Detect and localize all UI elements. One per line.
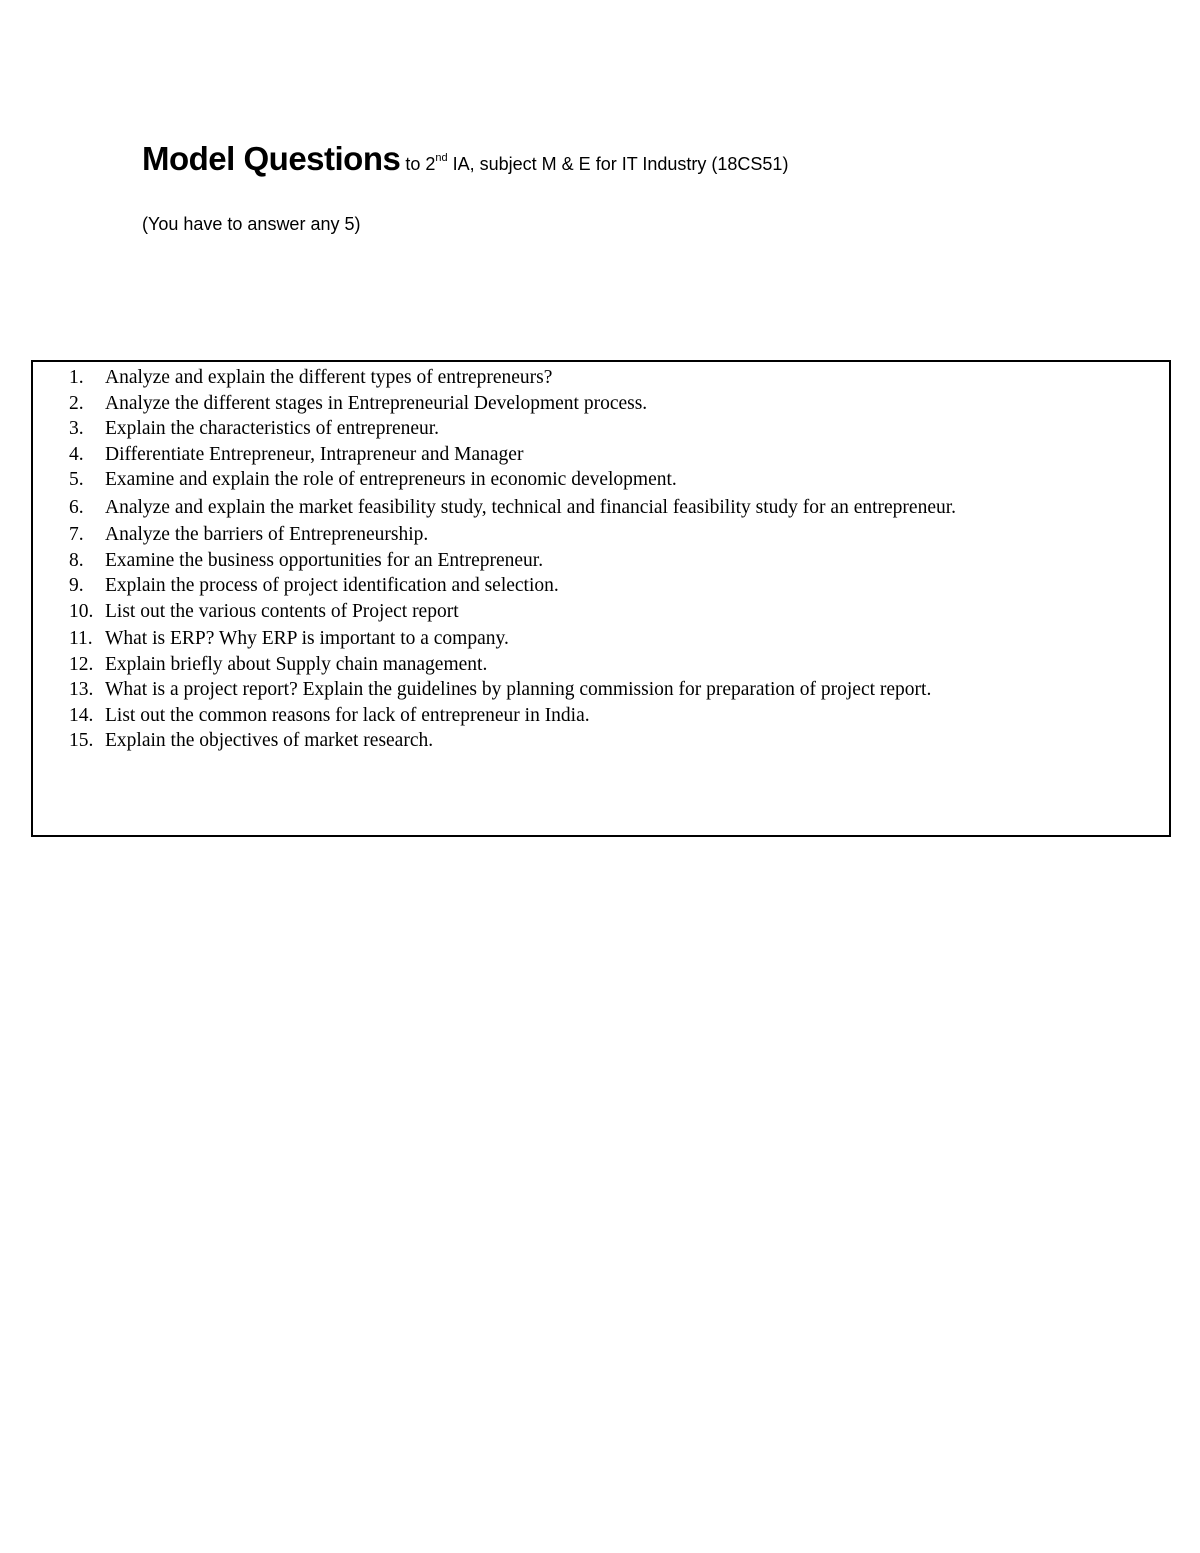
- instruction-text: (You have to answer any 5): [142, 214, 361, 234]
- question-item: [69, 728, 1103, 754]
- question-item: [69, 442, 1103, 468]
- question-number: 2.: [69, 392, 84, 414]
- question-text: Analyze the barriers of Entrepreneurship.: [105, 524, 429, 545]
- subtitle-text: IA, subject M & E for IT Industry (18CS51): [447, 154, 789, 174]
- question-number: 13.: [69, 679, 94, 700]
- question-number: 15.: [69, 730, 94, 751]
- question-number: 12.: [69, 653, 94, 675]
- question-text: Examine and explain the role of entrepreneurs in economic development.: [105, 469, 677, 490]
- question-text: Explain the characteristics of entrepreneur.: [105, 418, 440, 439]
- question-number: 3.: [69, 418, 84, 439]
- question-number: 4.: [69, 443, 84, 465]
- question-text: What is a project report? Explain the guidelines by planning commission for preparation of project report.: [105, 679, 932, 700]
- question-text: Analyze and explain the different types of entrepreneurs?: [105, 367, 553, 388]
- question-text: Explain the process of project identification and selection.: [105, 575, 559, 596]
- subtitle-prefix: to 2: [400, 154, 436, 174]
- question-item: [69, 626, 1103, 652]
- page-title: Model Questions: [142, 140, 401, 177]
- question-text: Explain the objectives of market research.: [105, 730, 434, 751]
- question-text: Explain briefly about Supply chain management.: [105, 653, 488, 675]
- question-text: List out the common reasons for lack of entrepreneur in India.: [105, 704, 590, 726]
- question-item: [69, 677, 1103, 703]
- question-number: 7.: [69, 524, 84, 545]
- question-number: 8.: [69, 549, 84, 571]
- question-text: What is ERP? Why ERP is important to a company.: [105, 628, 509, 649]
- question-number: 1.: [69, 367, 84, 388]
- question-list: [69, 365, 1103, 754]
- question-item: [69, 467, 1103, 493]
- question-item: [69, 365, 1103, 391]
- subtitle-superscript: nd: [435, 152, 448, 164]
- question-item: [69, 522, 1103, 548]
- question-number: 11.: [69, 628, 93, 649]
- question-text: Analyze the different stages in Entrepreneurial Development process.: [105, 392, 648, 414]
- question-number: 5.: [69, 469, 84, 490]
- question-item: [69, 652, 1103, 678]
- document-heading: [142, 140, 788, 178]
- question-number: 14.: [69, 704, 94, 726]
- question-number: 10.: [69, 600, 94, 622]
- question-item: [69, 495, 1103, 521]
- question-item: [69, 416, 1103, 442]
- question-item: [69, 391, 1103, 417]
- question-text: Analyze and explain the market feasibility study, technical and financial feasibility study for an entrepreneur.: [105, 496, 957, 518]
- question-box: [31, 360, 1171, 837]
- question-item: [69, 548, 1103, 574]
- question-number: 6.: [69, 496, 84, 518]
- question-text: Examine the business opportunities for an Entrepreneur.: [105, 549, 544, 571]
- question-item: [69, 703, 1103, 729]
- question-item: [69, 573, 1103, 599]
- question-number: 9.: [69, 575, 84, 596]
- question-text: Differentiate Entrepreneur, Intrapreneur and Manager: [105, 443, 524, 465]
- question-text: List out the various contents of Project report: [105, 600, 459, 622]
- question-item: [69, 599, 1103, 625]
